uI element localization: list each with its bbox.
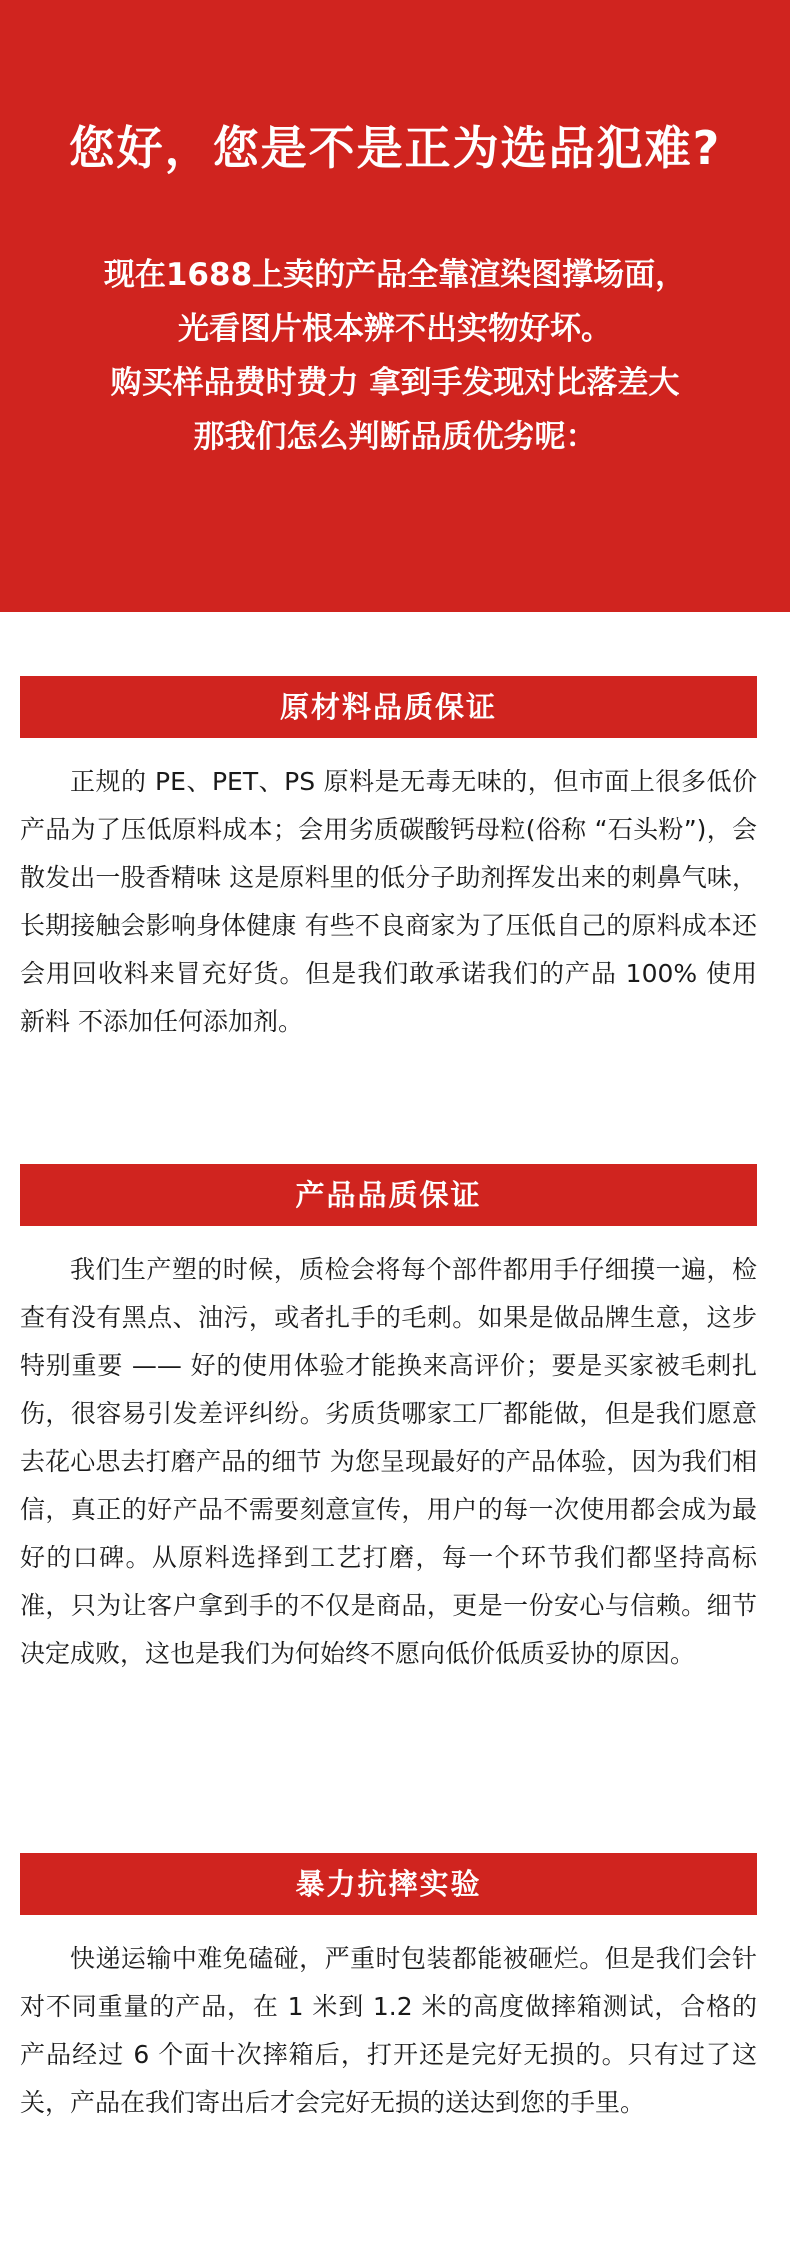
hero-title: 您好，您是不是正为选品犯难? xyxy=(68,121,722,175)
section-heading: 暴力抗摔实验 xyxy=(20,1853,757,1915)
section-raw-material xyxy=(20,676,757,1046)
section-product-quality xyxy=(20,1164,757,1678)
hero-banner xyxy=(0,0,790,612)
section-heading: 产品品质保证 xyxy=(20,1164,757,1226)
section-body: 我们生产塑的时候，质检会将每个部件都用手仔细摸一遍，检查有没有黑点、油污，或者扎手的毛刺。如果是做品牌生意，这步特别重要 —— 好的使用体验才能换来高评价；要是买家被毛刺扎伤，很容易引发差评纠纷。劣质货哪家工厂都能做，但是我们愿意去花心思去打磨产品的细节 为您呈现最好的产品体验，因为我们相信，真正的好产品不需要刻意宣传，用户的每一次使用都会成为最好的口碑。从原料选择到工艺打磨，每一个环节我们都坚持高标准，只为让客户拿到手的不仅是商品，更是一份安心与信赖。细节决定成败，这也是我们为何始终不愿向低价低质妥协的原因。 xyxy=(20,1255,757,1668)
hero-line: 现在1688上卖的产品全靠渲染图撑场面， xyxy=(103,257,687,293)
hero-line: 购买样品费时费力 拿到手发现对比落差大 xyxy=(110,365,680,401)
hero-line: 那我们怎么判断品质优劣呢： xyxy=(193,419,597,455)
section-heading: 原材料品质保证 xyxy=(20,676,757,738)
section-body: 快递运输中难免磕碰，严重时包装都能被砸烂。但是我们会针对不同重量的产品，在 1 米到 1.2 米的高度做摔箱测试，合格的产品经过 6 个面十次摔箱后，打开还是完好无损的。只有过了这关，产品在我们寄出后才会完好无损的送达到您的手里。 xyxy=(20,1944,757,2117)
section-drop-test xyxy=(20,1853,757,2127)
hero-line: 光看图片根本辨不出实物好坏。 xyxy=(178,311,612,347)
hero-intro xyxy=(0,248,790,464)
section-body: 正规的 PE、PET、PS 原料是无毒无味的，但市面上很多低价产品为了压低原料成本；会用劣质碳酸钙母粒(俗称 “石头粉”)，会散发出一股香精味 这是原料里的低分子助剂挥发出来的刺鼻气味，长期接触会影响身体健康 有些不良商家为了压低自己的原料成本还会用回收料来冒充好货。但是我们敢承诺我们的产品 100% 使用新料 不添加任何添加剂。 xyxy=(20,767,757,1036)
